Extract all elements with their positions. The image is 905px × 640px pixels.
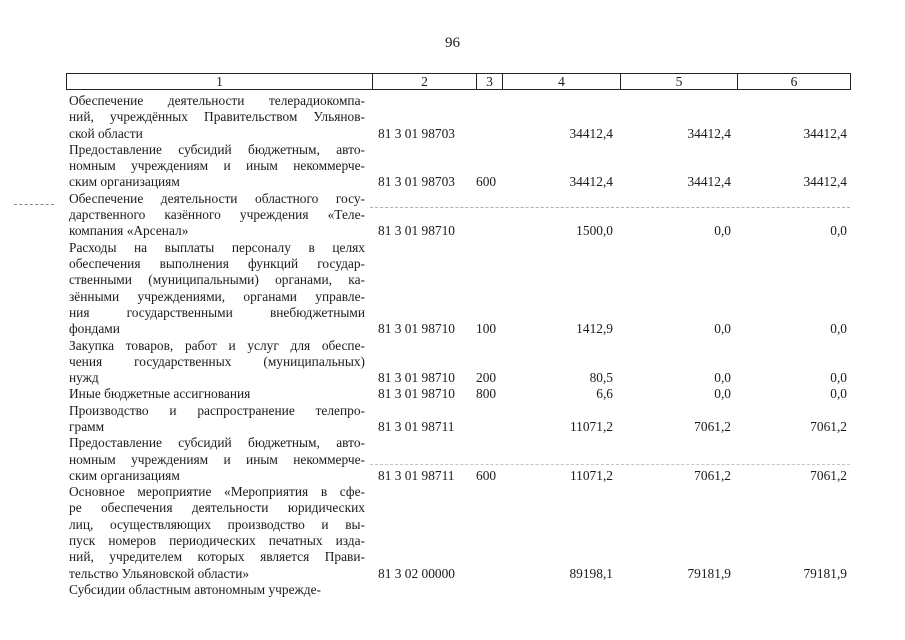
expense-type: 800 <box>476 386 497 402</box>
header-col-2: 2 <box>373 74 477 89</box>
amount-col-5: 0,0 <box>714 223 731 239</box>
scan-artifact <box>370 207 850 208</box>
header-col-6: 6 <box>790 74 798 89</box>
amount-col-4: 34412,4 <box>569 125 613 141</box>
description-line: ским организациям <box>69 174 180 190</box>
table-row <box>0 484 905 582</box>
budget-code: 81 3 01 98711 <box>378 467 455 483</box>
budget-code: 81 3 01 98711 <box>378 418 455 434</box>
description-line: компания «Арсенал» <box>69 223 189 239</box>
table-row <box>0 435 905 484</box>
amount-col-4: 1412,9 <box>576 321 613 337</box>
amount-col-4: 11071,2 <box>569 467 613 483</box>
description-line: ния государственными внебюджетными <box>69 304 365 320</box>
budget-code: 81 3 01 98710 <box>378 223 455 239</box>
scan-artifact <box>14 204 54 205</box>
description-line: Основное мероприятие «Мероприятия в сфе- <box>69 484 365 500</box>
description-line: фондами <box>69 321 120 337</box>
amount-col-5: 34412,4 <box>687 125 731 141</box>
amount-col-6: 34412,4 <box>803 125 847 141</box>
description-line: номным учреждениям и иным некоммерче- <box>69 451 365 467</box>
amount-col-6: 0,0 <box>830 321 847 337</box>
description-line: пуск номеров периодических печатных изда- <box>69 533 365 549</box>
description-line: Предоставление субсидий бюджетным, авто- <box>69 141 365 157</box>
expense-type: 600 <box>476 467 497 483</box>
budget-code: 81 3 01 98710 <box>378 321 455 337</box>
amount-col-6: 79181,9 <box>803 565 847 581</box>
page-number: 96 <box>445 35 460 51</box>
row-description <box>69 240 365 338</box>
amount-col-6: 7061,2 <box>810 467 847 483</box>
row-description <box>69 142 365 191</box>
budget-code: 81 3 02 00000 <box>378 565 455 581</box>
expense-type: 200 <box>476 370 497 386</box>
description-line: Расходы на выплаты персоналу в целях <box>69 239 365 255</box>
header-col-4: 4 <box>503 74 621 89</box>
row-description <box>69 484 365 582</box>
row-description <box>69 435 365 484</box>
description-line: Закупка товаров, работ и услуг для обеспе- <box>69 337 365 353</box>
description-line: Иные бюджетные ассигнования <box>69 386 251 402</box>
amount-col-6: 0,0 <box>830 386 847 402</box>
amount-col-4: 1500,0 <box>576 223 613 239</box>
amount-col-5: 34412,4 <box>687 174 731 190</box>
header-col-5: 5 <box>621 74 738 89</box>
description-line: зёнными учреждениями, органами управле- <box>69 288 365 304</box>
row-description <box>69 93 365 142</box>
amount-col-5: 7061,2 <box>694 418 731 434</box>
description-line: обеспечения выполнения функций государ- <box>69 255 365 271</box>
description-line: грамм <box>69 418 105 434</box>
row-description <box>69 338 365 387</box>
description-line: номным учреждениям и иным некоммерче- <box>69 158 365 174</box>
description-line: чения государственных (муниципальных) <box>69 353 365 369</box>
budget-code: 81 3 01 98710 <box>378 386 455 402</box>
budget-code: 81 3 01 98703 <box>378 174 455 190</box>
description-line: Предоставление субсидий бюджетным, авто- <box>69 435 365 451</box>
description-line: ний, учреждённых Правительством Ульянов- <box>69 109 365 125</box>
description-line: дарственного казённого учреждения «Теле- <box>69 207 365 223</box>
row-description <box>69 191 365 240</box>
row-description <box>69 386 365 402</box>
amount-col-6: 0,0 <box>830 223 847 239</box>
header-col-3: 3 <box>477 74 503 89</box>
description-line: ским организациям <box>69 467 180 483</box>
amount-col-5: 0,0 <box>714 370 731 386</box>
amount-col-4: 89198,1 <box>569 565 613 581</box>
expense-type: 600 <box>476 174 497 190</box>
description-line: нужд <box>69 370 99 386</box>
amount-col-5: 0,0 <box>714 321 731 337</box>
amount-col-4: 80,5 <box>589 370 613 386</box>
description-line: Обеспечение деятельности областного госу- <box>69 190 365 206</box>
description-line: Субсидии областным автономным учрежде- <box>69 582 322 597</box>
amount-col-5: 7061,2 <box>694 467 731 483</box>
amount-col-4: 34412,4 <box>569 174 613 190</box>
description-line: Обеспечение деятельности телерадиокомпа- <box>69 93 365 108</box>
amount-col-4: 11071,2 <box>569 418 613 434</box>
header-col-1: 1 <box>67 74 373 89</box>
expense-type: 100 <box>476 321 497 337</box>
table-row <box>0 93 905 142</box>
table-row <box>0 338 905 387</box>
description-line: ре обеспечения деятельности юридических <box>69 500 365 516</box>
table-header <box>66 73 851 90</box>
table-row <box>0 403 905 436</box>
description-line: ний, учредителем которых является Прави- <box>69 549 365 565</box>
budget-code: 81 3 01 98710 <box>378 370 455 386</box>
row-description <box>69 582 365 598</box>
description-line: ской области <box>69 125 143 141</box>
amount-col-6: 34412,4 <box>803 174 847 190</box>
description-line: Производство и распространение телепро- <box>69 402 365 418</box>
table-row <box>0 386 905 402</box>
description-line: тельство Ульяновской области» <box>69 565 250 581</box>
row-description <box>69 403 365 436</box>
description-line: лиц, осуществляющих производство и вы- <box>69 516 365 532</box>
budget-code: 81 3 01 98703 <box>378 125 455 141</box>
scan-artifact <box>370 464 850 465</box>
amount-col-5: 0,0 <box>714 386 731 402</box>
table-row <box>0 240 905 338</box>
amount-col-6: 7061,2 <box>810 418 847 434</box>
table-row <box>0 582 905 598</box>
table-row <box>0 142 905 191</box>
amount-col-6: 0,0 <box>830 370 847 386</box>
amount-col-5: 79181,9 <box>687 565 731 581</box>
amount-col-4: 6,6 <box>596 386 613 402</box>
description-line: ственными (муниципальными) органами, ка- <box>69 272 365 288</box>
table-row <box>0 191 905 240</box>
